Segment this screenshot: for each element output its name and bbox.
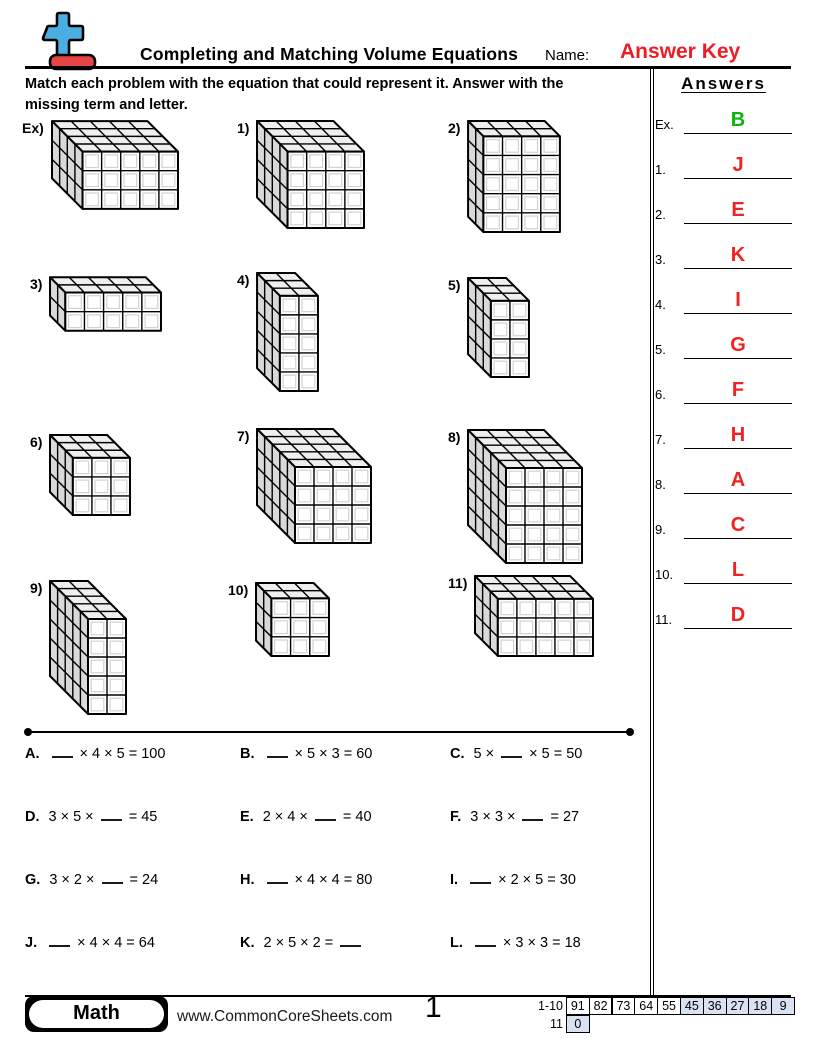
- problem-6: [30, 433, 132, 517]
- answer-item: [655, 155, 792, 179]
- answer-item: [655, 470, 792, 494]
- answer-number: 5.: [655, 342, 666, 357]
- answer-number: 3.: [655, 252, 666, 267]
- answer-blank-line: [684, 515, 792, 539]
- answer-letter: B: [730, 109, 746, 131]
- answer-number: Ex.: [655, 117, 674, 132]
- subject-badge: [25, 996, 168, 1032]
- answer-number: 9.: [655, 522, 666, 537]
- problem-label: 4): [237, 272, 250, 288]
- answer-blank-line: [684, 155, 792, 179]
- answer-letter: F: [731, 379, 745, 401]
- equation-blank: [470, 880, 491, 884]
- plus-icon: [43, 13, 83, 60]
- answer-item: [655, 200, 792, 224]
- problem-8: [448, 428, 584, 565]
- answer-blank-line: [684, 110, 792, 134]
- equation-L: L. × 3 × 3 = 18: [450, 935, 581, 951]
- prism-figure: [50, 119, 180, 211]
- answer-letter: K: [730, 244, 746, 266]
- answer-blank-line: [684, 470, 792, 494]
- grade-cell: 82: [589, 997, 613, 1015]
- grade-cell: 0: [566, 1015, 590, 1033]
- equation-blank: [522, 817, 543, 821]
- equation-blank: [102, 880, 123, 884]
- equation-blank: [501, 754, 522, 758]
- equations-separator: [26, 731, 632, 733]
- problem-Ex: [22, 119, 180, 211]
- problem-label: 6): [30, 434, 43, 450]
- answer-blank-line: [684, 245, 792, 269]
- prism-figure: [48, 579, 128, 716]
- equation-letter: F.: [450, 809, 462, 825]
- answer-item: [655, 605, 792, 629]
- grade-cell: 64: [634, 997, 658, 1015]
- problem-2: [448, 119, 562, 234]
- answer-number: 11.: [655, 612, 673, 627]
- equation-B: B. × 5 × 3 = 60: [240, 746, 373, 762]
- equation-letter: B.: [240, 746, 255, 762]
- answer-number: 7.: [655, 432, 666, 447]
- answer-blank-line: [684, 335, 792, 359]
- grade-cell: 18: [748, 997, 772, 1015]
- problem-label: 8): [448, 429, 461, 445]
- equation-letter: C.: [450, 746, 465, 762]
- prism-figure: [466, 119, 562, 234]
- equation-E: E. 2 × 4 × = 40: [240, 809, 372, 825]
- equation-F: F. 3 × 3 × = 27: [450, 809, 580, 825]
- answer-number: 6.: [655, 387, 666, 402]
- equation-letter: H.: [240, 872, 255, 888]
- equation-blank: [49, 943, 70, 947]
- answer-item: [655, 245, 792, 269]
- answer-number: 1.: [655, 162, 666, 177]
- prism-figure: [466, 428, 584, 565]
- grade-cell: 27: [726, 997, 750, 1015]
- answer-letter: I: [735, 289, 741, 311]
- equation-letter: J.: [25, 935, 38, 951]
- equation-letter: I.: [450, 872, 459, 888]
- header-divider: [25, 66, 791, 69]
- equation-J: J. × 4 × 4 = 64: [25, 935, 155, 951]
- problem-label: 5): [448, 277, 461, 293]
- prism-figure: [255, 427, 373, 545]
- problem-label: Ex): [22, 120, 44, 136]
- answer-number: 10.: [655, 567, 674, 582]
- problem-1: [237, 119, 366, 230]
- grade-cell: 36: [703, 997, 727, 1015]
- equation-H: H. × 4 × 4 = 80: [240, 872, 373, 888]
- prism-figure: [255, 271, 320, 393]
- equation-K: K. 2 × 5 × 2 =: [240, 935, 364, 951]
- grade-cell: 91: [566, 997, 590, 1015]
- equation-A: A. × 4 × 5 = 100: [25, 746, 166, 762]
- answers-column-divider: [650, 66, 654, 996]
- page-number: 1: [425, 991, 442, 1024]
- equation-blank: [101, 817, 122, 821]
- answer-blank-line: [684, 605, 792, 629]
- equation-letter: K.: [240, 935, 255, 951]
- subject-label: Math: [29, 1000, 164, 1028]
- problem-4: [237, 271, 320, 393]
- answer-letter: H: [730, 424, 746, 446]
- equation-blank: [267, 880, 288, 884]
- answer-number: 8.: [655, 477, 666, 492]
- grade-row: [531, 1015, 795, 1033]
- grade-cell: 45: [680, 997, 704, 1015]
- grade-cell: 73: [611, 997, 635, 1015]
- answer-item: [655, 110, 792, 134]
- answer-item: [655, 560, 792, 584]
- grade-row: [531, 997, 795, 1015]
- instructions-text: Match each problem with the equation that could represent it. Answer with the missing term and letter.: [25, 76, 564, 114]
- equation-D: D. 3 × 5 × = 45: [25, 809, 158, 825]
- equation-letter: D.: [25, 809, 40, 825]
- equation-blank: [340, 943, 361, 947]
- commoncoresheets-logo: [30, 8, 100, 72]
- answer-item: [655, 380, 792, 404]
- answer-blank-line: [684, 425, 792, 449]
- answer-letter: J: [732, 154, 744, 176]
- answer-letter: D: [730, 604, 746, 626]
- equation-letter: G.: [25, 872, 41, 888]
- answer-item: [655, 515, 792, 539]
- answer-letter: E: [731, 199, 745, 221]
- grade-row-label: 11: [550, 1017, 563, 1031]
- problem-label: 11): [448, 575, 468, 591]
- answer-blank-line: [684, 290, 792, 314]
- grade-cell: 9: [771, 997, 795, 1015]
- problem-3: [30, 275, 163, 333]
- answer-blank-line: [684, 200, 792, 224]
- prism-figure: [48, 275, 163, 333]
- problem-label: 7): [237, 428, 250, 444]
- prism-figure: [48, 433, 132, 517]
- page-title: Completing and Matching Volume Equations: [140, 44, 519, 64]
- prism-figure: [473, 574, 595, 658]
- problem-5: [448, 276, 531, 379]
- problem-9: [30, 579, 128, 716]
- problem-7: [237, 427, 373, 545]
- problem-label: 9): [30, 580, 43, 596]
- answer-letter: L: [731, 559, 745, 581]
- answer-blank-line: [684, 560, 792, 584]
- website-url: www.CommonCoreSheets.com: [177, 1008, 393, 1025]
- answer-letter: G: [730, 334, 746, 356]
- equation-blank: [52, 754, 73, 758]
- equation-letter: E.: [240, 809, 254, 825]
- equation-letter: L.: [450, 935, 463, 951]
- equation-blank: [315, 817, 336, 821]
- answer-item: [655, 290, 792, 314]
- equation-G: G. 3 × 2 × = 24: [25, 872, 159, 888]
- problem-label: 1): [237, 120, 250, 136]
- answer-letter: A: [730, 469, 746, 491]
- equation-blank: [475, 943, 496, 947]
- equation-blank: [267, 754, 288, 758]
- equation-C: C. 5 × × 5 = 50: [450, 746, 583, 762]
- prism-figure: [255, 119, 366, 230]
- equation-letter: A.: [25, 746, 40, 762]
- problem-11: [448, 574, 595, 658]
- name-label: Name:: [545, 47, 590, 64]
- answer-number: 2.: [655, 207, 666, 222]
- problem-10: [228, 581, 331, 658]
- answer-blank-line: [684, 380, 792, 404]
- answers-heading: Answers: [681, 74, 766, 93]
- problem-label: 2): [448, 120, 461, 136]
- answer-key-text: Answer Key: [620, 40, 741, 63]
- grade-cell: 55: [657, 997, 681, 1015]
- answer-number: 4.: [655, 297, 666, 312]
- problem-label: 10): [228, 582, 249, 598]
- answer-item: [655, 425, 792, 449]
- problem-label: 3): [30, 276, 43, 292]
- answer-item: [655, 335, 792, 359]
- grade-row-label: 1-10: [537, 999, 563, 1013]
- prism-figure: [254, 581, 331, 658]
- equation-I: I. × 2 × 5 = 30: [450, 872, 576, 888]
- grading-table: [531, 997, 795, 1033]
- prism-figure: [466, 276, 531, 379]
- answer-letter: C: [730, 514, 746, 536]
